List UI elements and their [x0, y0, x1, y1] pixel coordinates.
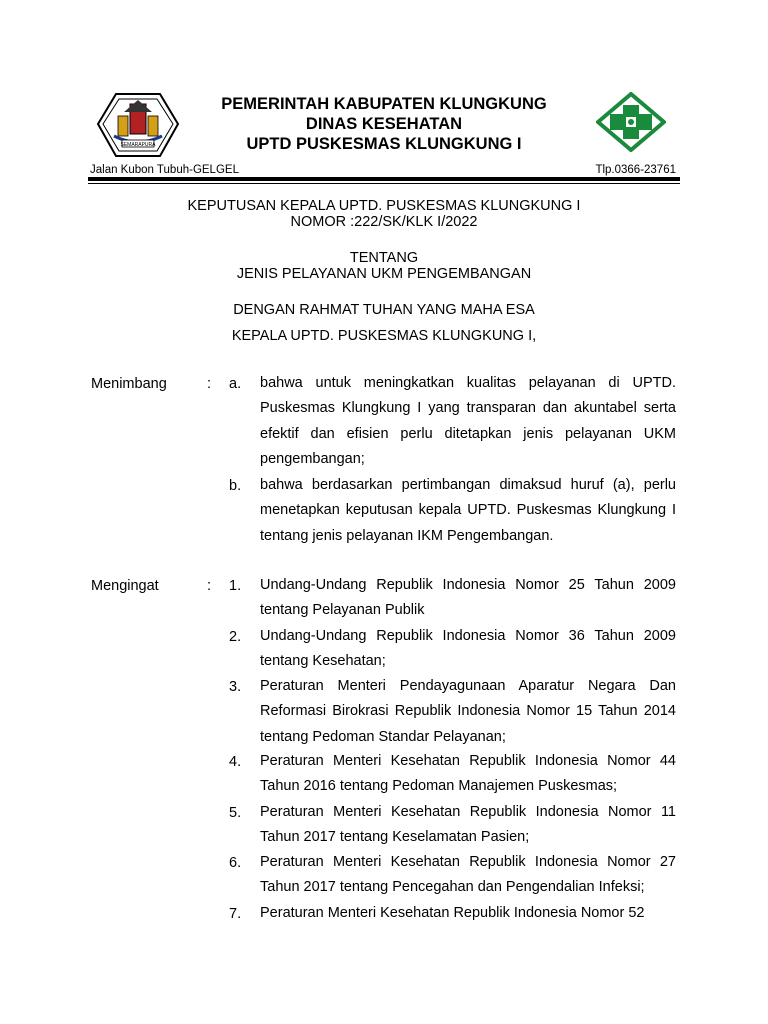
- decree-subject: JENIS PELAYANAN UKM PENGEMBANGAN: [236, 266, 532, 282]
- mengingat-marker: 4.: [229, 754, 242, 770]
- mengingat-colon: :: [207, 578, 212, 594]
- mengingat-item: Peraturan Menteri Kesehatan Republik Indonesia Nomor 11 Tahun 2017 tentang Keselamatan Pasien;: [260, 804, 676, 846]
- decree-tentang: TENTANG: [349, 250, 419, 266]
- letterhead-address: Jalan Kubon Tubuh-GELGEL: [90, 164, 239, 176]
- puskesmas-logo-icon: [596, 92, 666, 152]
- menimbang-colon: :: [207, 376, 212, 392]
- mengingat-marker: 6.: [229, 855, 242, 871]
- menimbang-marker: a.: [229, 376, 242, 392]
- menimbang-item: bahwa berdasarkan pertimbangan dimaksud huruf (a), perlu menetapkan keputusan kepala UPTD. Puskesmas Klungkung I tentang jenis pelayanan IKM Pengembangan.: [260, 477, 676, 544]
- letterhead-line-1: PEMERINTAH KABUPATEN KLUNGKUNG: [221, 95, 547, 113]
- mengingat-marker: 1.: [229, 578, 242, 594]
- letterhead-line-2: DINAS KESEHATAN: [305, 115, 463, 133]
- mengingat-item: Peraturan Menteri Kesehatan Republik Indonesia Nomor 44 Tahun 2016 tentang Pedoman Manajemen Puskesmas;: [260, 753, 676, 795]
- mengingat-marker: 3.: [229, 679, 242, 695]
- mengingat-marker: 7.: [229, 906, 242, 922]
- crest-label: SEMARAPURA: [120, 142, 156, 148]
- mengingat-item: Undang-Undang Republik Indonesia Nomor 36 Tahun 2009 tentang Kesehatan;: [260, 628, 676, 670]
- letterhead-rule-thin: [88, 183, 680, 184]
- mengingat-marker: 5.: [229, 805, 242, 821]
- decree-authority: KEPALA UPTD. PUSKESMAS KLUNGKUNG I,: [231, 328, 537, 344]
- mengingat-item: Undang-Undang Republik Indonesia Nomor 25 Tahun 2009 tentang Pelayanan Publik: [260, 577, 676, 619]
- mengingat-item: Peraturan Menteri Kesehatan Republik Indonesia Nomor 52: [260, 905, 645, 921]
- menimbang-label: Menimbang: [91, 376, 167, 392]
- decree-invocation: DENGAN RAHMAT TUHAN YANG MAHA ESA: [233, 302, 535, 318]
- letterhead-rule-thick: [88, 177, 680, 181]
- menimbang-marker: b.: [229, 478, 242, 494]
- decree-number: NOMOR :222/SK/KLK I/2022: [290, 214, 478, 230]
- letterhead-line-3: UPTD PUSKESMAS KLUNGKUNG I: [246, 135, 522, 153]
- letterhead-phone: Tlp.0366-23761: [595, 164, 676, 176]
- klungkung-crest-icon: [94, 90, 182, 160]
- decree-title: KEPUTUSAN KEPALA UPTD. PUSKESMAS KLUNGKUNG I: [187, 198, 581, 214]
- mengingat-item: Peraturan Menteri Kesehatan Republik Indonesia Nomor 27 Tahun 2017 tentang Pencegahan dan Pengendalian Infeksi;: [260, 854, 676, 896]
- mengingat-item: Peraturan Menteri Pendayagunaan Aparatur Negara Dan Reformasi Birokrasi Republik Indonesia Nomor 15 Tahun 2014 tentang Pedoman Standar Pelayanan;: [260, 678, 676, 745]
- menimbang-item: bahwa untuk meningkatkan kualitas pelayanan di UPTD. Puskesmas Klungkung I yang transparan dan akuntabel serta efektif dan efisien perlu ditetapkan jenis pelayanan UKM pengembangan;: [260, 375, 676, 467]
- mengingat-marker: 2.: [229, 629, 242, 645]
- mengingat-label: Mengingat: [91, 578, 159, 594]
